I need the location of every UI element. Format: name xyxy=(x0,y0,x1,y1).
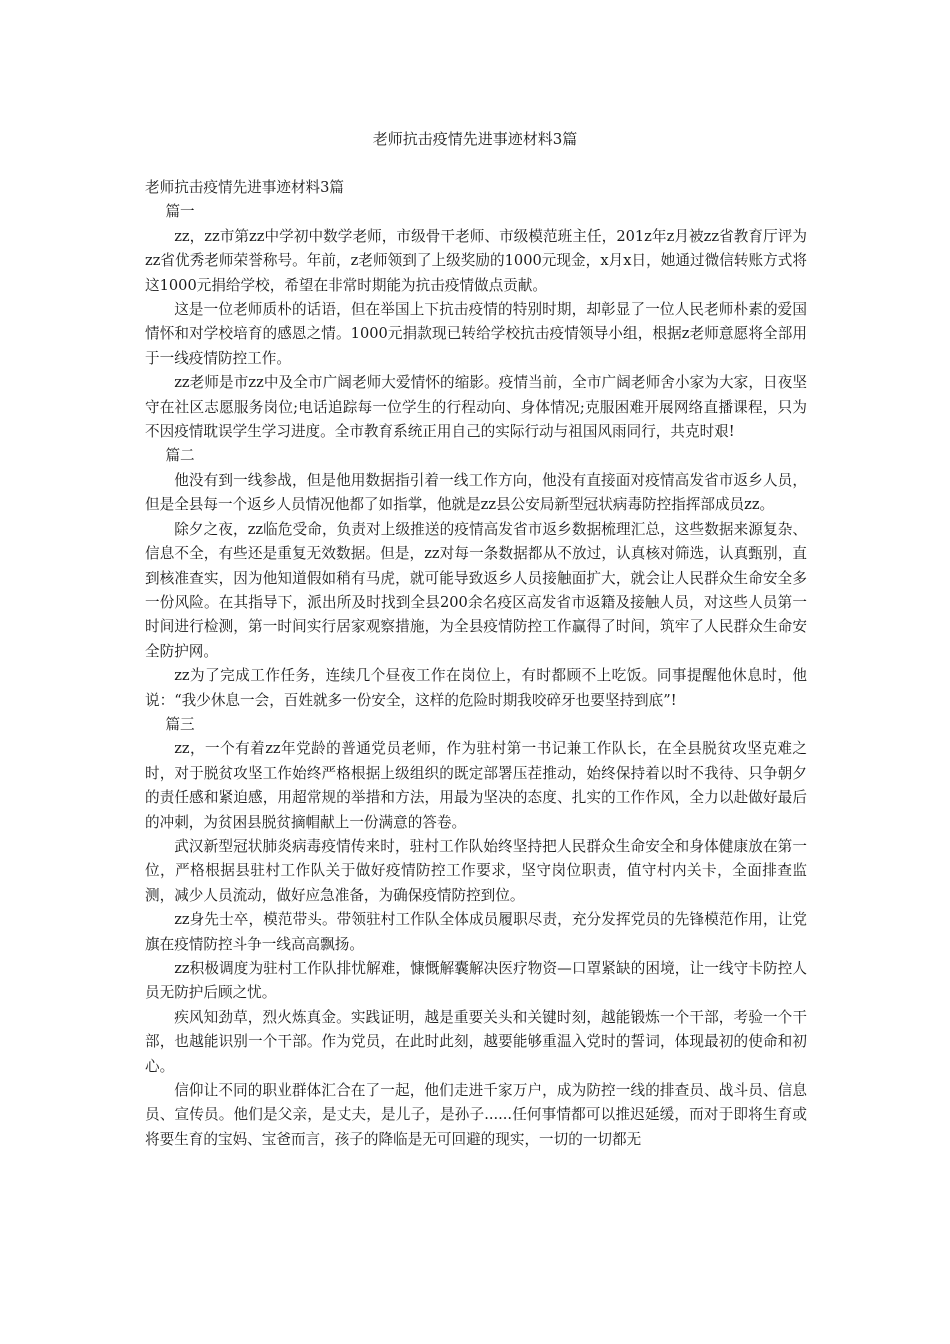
paragraph: zz为了完成工作任务，连续几个昼夜工作在岗位上，有时都顾不上吃饭。同事提醒他休息时，他说：“我少休息一会，百姓就多一份安全，这样的危险时期我咬碎牙也要坚持到底”! xyxy=(145,667,807,709)
paragraph: 这是一位老师质朴的话语，但在举国上下抗击疫情的特别时期，却彰显了一位人民老师朴素的爱国情怀和对学校培育的感恩之情。1000元捐款现已转给学校抗击疫情领导小组，根据z老师意愿将全部用于一线疫情防控工作。 xyxy=(145,301,807,367)
paragraph: 信仰让不同的职业群体汇合在了一起，他们走进千家万户，成为防控一线的排查员、战斗员、信息员、宣传员。他们是父亲，是丈夫，是儿子，是孙子......任何事情都可以推迟延缓，而对于即将生育或将要生育的宝妈、宝爸而言，孩子的降临是无可回避的现实，一切的一切都无 xyxy=(145,1082,807,1148)
paragraph: zz身先士卒，模范带头。带领驻村工作队全体成员履职尽责，充分发挥党员的先锋模范作用，让党旗在疫情防控斗争一线高高飘扬。 xyxy=(145,911,807,953)
section-label-2: 篇二 xyxy=(165,447,195,465)
paragraph: 武汉新型冠状肺炎病毒疫情传来时，驻村工作队始终坚持把人民群众生命安全和身体健康放在第一位，严格根据县驻村工作队关于做好疫情防控工作要求，坚守岗位职责，值守村内关卡，全面排查监测，减少人员流动，做好应急准备，为确保疫情防控到位。 xyxy=(145,837,807,904)
paragraph: zz老师是市zz中及全市广阔老师大爱情怀的缩影。疫情当前，全市广阔老师舍小家为大家，日夜坚守在社区志愿服务岗位;电话追踪每一位学生的行程动向、身体情况;克服困难开展网络直播课程，只为不因疫情耽误学生学习进度。全市教育系统正用自己的实际行动与祖国风雨同行，共克时艰! xyxy=(145,374,807,441)
paragraph: 他没有到一线参战，但是他用数据指引着一线工作方向，他没有直接面对疫情高发省市返乡人员，但是全县每一个返乡人员情况他都了如指掌，他就是zz县公安局新型冠状病毒防控指挥部成员zz。 xyxy=(145,471,807,514)
document-heading: 老师抗击疫情先进事迹材料3篇 xyxy=(145,179,345,196)
paragraph: zz积极调度为驻村工作队排忧解难，慷慨解囊解决医疗物资—口罩紧缺的困境，让一线守卡防控人员无防护后顾之忧。 xyxy=(145,960,807,1002)
paragraph: 疾风知劲草，烈火炼真金。实践证明，越是重要关头和关键时刻，越能锻炼一个干部，考验一个干部，也越能识别一个干部。作为党员，在此时此刻，越要能够重温入党时的誓词，体现最初的使命和初心。 xyxy=(145,1008,807,1075)
document-body xyxy=(145,176,807,1152)
paragraph: zz，一个有着zz年党龄的普通党员老师，作为驻村第一书记兼工作队长，在全县脱贫攻坚克难之时，对于脱贫攻坚工作始终严格根据上级组织的既定部署压茬推动，始终保持着以时不我待、只争朝夕的责任感和紧迫感，用超常规的举措和方法，用最为坚决的态度、扎实的工作作风，全力以赴做好最后的冲刺，为贫困县脱贫摘帽献上一份满意的答卷。 xyxy=(145,740,807,831)
section-label-3: 篇三 xyxy=(165,715,195,733)
section-label-1: 篇一 xyxy=(165,203,195,221)
page-title: 老师抗击疫情先进事迹材料3篇 xyxy=(372,130,578,148)
paragraph: zz，zz市第zz中学初中数学老师，市级骨干老师、市级模范班主任，201z年z月被zz省教育厅评为zz省优秀老师荣誉称号。年前，z老师领到了上级奖励的1000元现金，x月x日，她通过微信转账方式将这1000元捐给学校，希望在非常时期能为抗击疫情做点贡献。 xyxy=(145,227,807,294)
paragraph: 除夕之夜，zz临危受命，负责对上级推送的疫情高发省市返乡数据梳理汇总，这些数据来源复杂、信息不全，有些还是重复无效数据。但是，zz对每一条数据都从不放过，认真核对筛选，认真甄别，直到核准查实，因为他知道假如稍有马虎，就可能导致返乡人员接触面扩大，就会让人民群众生命安全多一份风险。在其指导下，派出所及时找到全县200余名疫区高发省市返籍及接触人员，对这些人员第一时间进行检测，第一时间实行居家观察措施，为全县疫情防控工作赢得了时间，筑牢了人民群众生命安全防护网。 xyxy=(145,520,807,660)
